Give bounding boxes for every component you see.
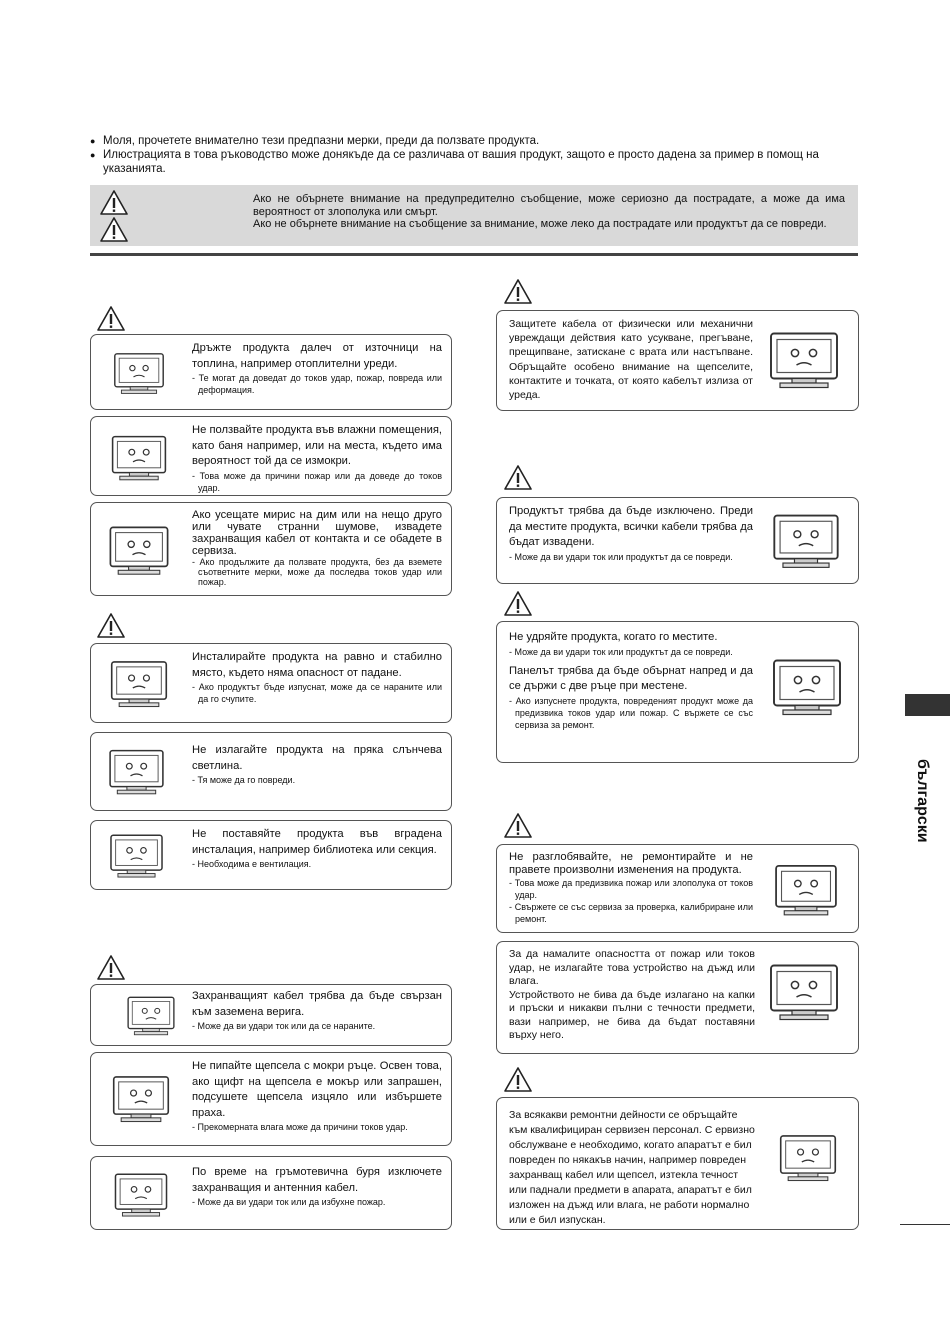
- tv-illustration: [762, 504, 850, 576]
- tv-illustration: [99, 826, 174, 884]
- tv-illustration: [99, 652, 179, 714]
- tv-illustration: [762, 646, 852, 726]
- box-sub-text: - Ако изпуснете продукта, повреденият продукт може да предизвика токов удар или пожар. С вържете се със сервиза за ремонт.: [509, 695, 753, 730]
- caution-triangle-icon: [504, 590, 532, 617]
- box-main-text: Не поставяйте продукта във вградена инсталация, например библиотека или секция.: [192, 828, 442, 856]
- tv-illustration: [99, 741, 174, 801]
- box-sub-text: - Може да ви удари ток или продуктът да се повреди.: [509, 646, 733, 657]
- intro-notes: [90, 134, 860, 176]
- box-sub-text: - Ако продуктът бъде изпуснат, може да се нараните или да го счупите.: [192, 682, 442, 704]
- box-sub-text: - Ако продължите да ползвате продукта, без да вземете съответните мерки, може да последва токов удар или пожар.: [192, 557, 442, 587]
- caution-triangle-icon: [504, 464, 532, 491]
- language-side-label: български: [914, 759, 931, 843]
- box-main-text: Захранващият кабел трябва да бъде свързан към заземена верига.: [192, 990, 442, 1018]
- tv-illustration: [759, 952, 849, 1030]
- box-main-text: Не разглобявайте, не ремонтирайте и не правете произволни изменения на продукта.: [509, 851, 753, 876]
- box-main-text: Дръжте продукта далеч от източници на топлина, например отоплителни уреди.: [192, 342, 442, 370]
- warning-triangle-icon: [97, 612, 125, 639]
- safety-box-sunlight: [90, 732, 452, 811]
- box-main-text: Инсталирайте продукта на равно и стабилно място, където няма опасност от падане.: [192, 651, 442, 679]
- box-main-text: Устройството не бива да бъде излагано на капки и пръски и никакви пълни с течности предмети, вази например, не бива да бъдат поставяни върху него.: [509, 988, 755, 1041]
- safety-box-rain-moisture: [496, 941, 859, 1054]
- box-sub-text: - Може да ви удари ток или да се нараните.: [192, 1021, 376, 1031]
- tv-illustration: [99, 517, 179, 582]
- safety-box-smoke: [90, 502, 452, 596]
- safety-box-no-disassembly: [496, 844, 859, 933]
- warning-triangle-icon: [97, 305, 125, 332]
- box-main-text: Не излагайте продукта на пряка слънчева светлина.: [192, 744, 442, 772]
- warning-triangle-icon: [97, 954, 125, 981]
- tv-illustration: [99, 345, 179, 400]
- tv-illustration: [99, 427, 179, 487]
- safety-box-cable-protection: [496, 310, 859, 411]
- box-sub-text: - Те могат да доведат до токов удар, пожар, повреда или деформация.: [192, 373, 442, 395]
- box-sub-text: - Това може да предизвика пожар или злополука от токов удар.: [509, 878, 753, 900]
- box-sub-text: - Може да ви удари ток или продуктът да се повреди.: [509, 551, 733, 562]
- caution-triangle-icon: [100, 216, 128, 243]
- safety-box-wet-hands: [90, 1052, 452, 1146]
- tv-illustration: [765, 1126, 851, 1188]
- warning-triangle-icon: [504, 812, 532, 839]
- tv-illustration: [116, 989, 186, 1041]
- legend-caution-text: Ако не обърнете внимание на съобщение за внимание, може леко да пострадате или продуктът да се повреди.: [253, 218, 827, 230]
- legend-text: [253, 193, 845, 231]
- box-main-text: Защитете кабела от физически или механични увреждащи действия като усукване, прегъване, прещипване, затискане с врата или настъпване. Обръщайте особено внимание на щепселите, контактите и точката, от която кабелът излиза от уреда.: [509, 318, 753, 402]
- safety-box-moving: [496, 621, 859, 763]
- box-main-text: За да намалите опасността от пожар или токов удар, не излагайте това устройство на дъжд или влага.: [509, 948, 755, 987]
- box-sub-text: - Тя може да го повреди.: [192, 775, 296, 785]
- box-main-text: За всякакви ремонтни дейности се обръщайте към квалифициран сервизен персонал. С ервизно обслужване е необходимо, когато апаратът е бил повреден по някакъв начин, например повреден захранващ кабел или щепсел, изтекла течност или паднали предмети в апарата, апаратът е бил изложен на дъжд или влага, не работи нормално или е бил изпускан.: [509, 1109, 755, 1226]
- legend-warning-text: Ако не обърнете внимание на предупредително съобщение, може сериозно да пострадате, а може да има вероятност от злополука или смърт.: [253, 193, 845, 218]
- warning-triangle-icon: [504, 1066, 532, 1093]
- warning-triangle-icon: [100, 189, 128, 216]
- warning-legend-bar: [90, 185, 858, 246]
- box-main-text: Продуктът трябва да бъде изключено. Преди да местите продукта, всички кабели трябва да бъдат извадени.: [509, 505, 753, 548]
- safety-box-heat: [90, 334, 452, 410]
- safety-box-grounding: [90, 984, 452, 1046]
- tv-illustration: [759, 319, 849, 399]
- box-main-text: Не удряйте продукта, когато го местите.: [509, 631, 718, 643]
- language-tab-marker: [905, 694, 950, 716]
- intro-bullet-2: ● Илюстрацията в това ръководство може донякъде да се различава от вашия продукт, защото е просто дадена за пример в помощ на указанията.: [90, 148, 860, 176]
- safety-box-built-in: [90, 820, 452, 890]
- page-edge-rule: [900, 1224, 950, 1225]
- box-sub-text: - Може да ви удари ток или да избухне пожар.: [192, 1197, 386, 1207]
- tv-illustration: [762, 855, 850, 923]
- box-main-text: Панелът трябва да бъде обърнат напред и да се държи с две ръце при местене.: [509, 664, 753, 692]
- box-sub-text: - Необходима е вентилация.: [192, 859, 312, 869]
- box-main-text: Ако усещате мирис на дим или на нещо друго или чувате странни шумове, извадете захранващия кабел от контакта и се обадете в сервиза.: [192, 509, 442, 557]
- intro-bullet-1: ● Моля, прочетете внимателно тези предпазни мерки, преди да ползвате продукта.: [90, 134, 860, 148]
- box-main-text: Не ползвайте продукта във влажни помещения, като баня например, или на места, където има вероятност той да се измокри.: [192, 424, 442, 467]
- box-sub-text: - Свържете се със сервиза за проверка, калибриране или ремонт.: [509, 902, 753, 924]
- safety-box-stable-place: [90, 643, 452, 723]
- safety-box-unplug-before-moving: [496, 497, 859, 584]
- section-divider: [90, 253, 858, 256]
- warning-triangle-icon: [504, 278, 532, 305]
- box-main-text: По време на гръмотевична буря изключете захранващия и антенния кабел.: [192, 1166, 442, 1194]
- safety-box-service: [496, 1097, 859, 1230]
- box-main-text: Не пипайте щепсела с мокри ръце. Освен това, ако щифт на щепсела е мокър или запрашен, подсушете щепсела изцяло или избършете праха.: [192, 1060, 442, 1119]
- safety-box-humidity: [90, 416, 452, 496]
- tv-illustration: [101, 1165, 181, 1223]
- box-sub-text: - Това може да причини пожар или да доведе до токов удар.: [192, 470, 442, 493]
- safety-box-thunderstorm: [90, 1156, 452, 1230]
- box-sub-text: - Прекомерната влага може да причини токов удар.: [192, 1122, 408, 1132]
- tv-illustration: [101, 1067, 181, 1129]
